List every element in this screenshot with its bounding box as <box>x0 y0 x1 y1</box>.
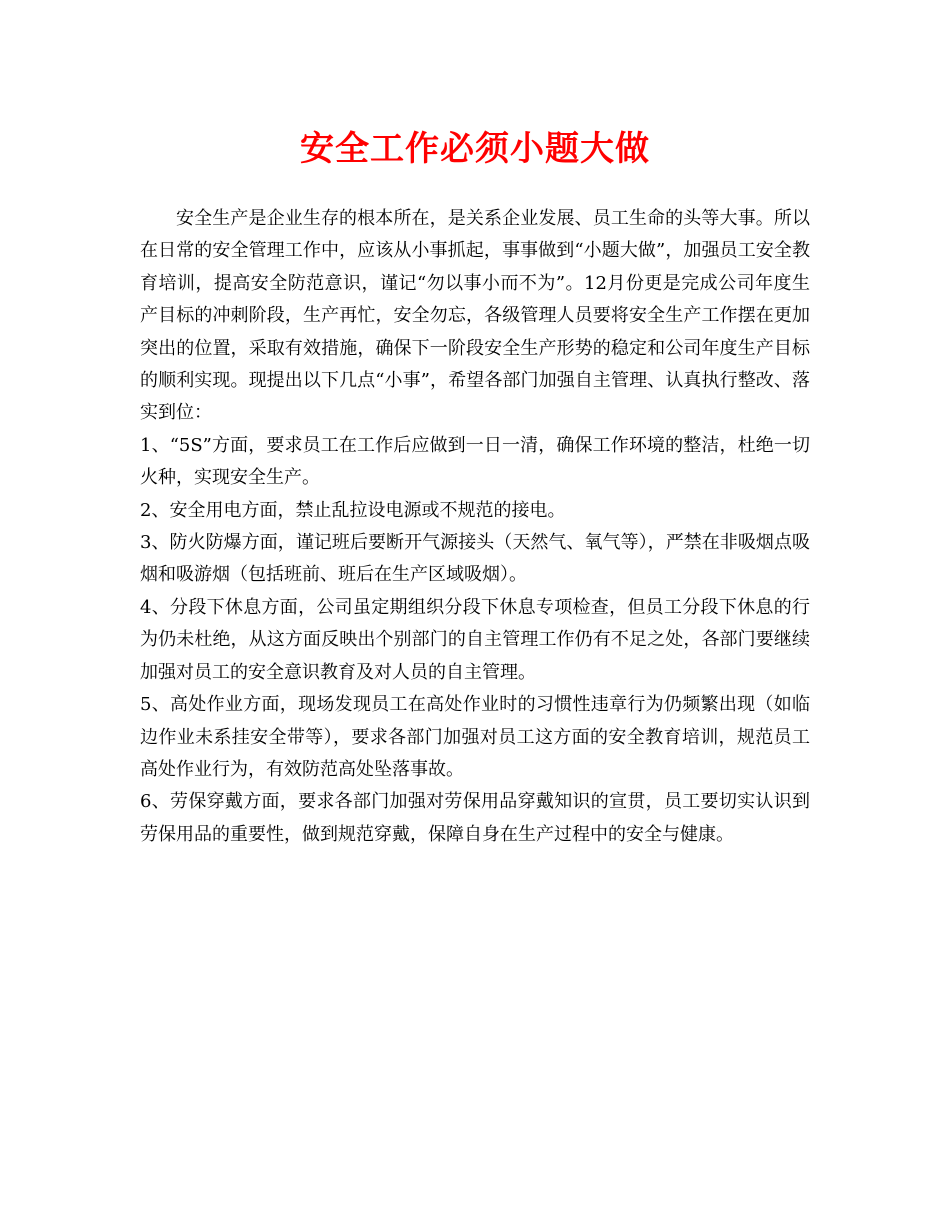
list-item-4: 4、分段下休息方面，公司虽定期组织分段下休息专项检查，但员工分段下休息的行为仍未杜绝，从这方面反映出个别部门的自主管理工作仍有不足之处，各部门要继续加强对员工的安全意识教育及对人员的自主管理。 <box>140 596 810 683</box>
list-item-2: 2、安全用电方面，禁止乱拉设电源或不规范的接电。 <box>140 499 566 521</box>
list-item-1: 1、“5S”方面，要求员工在工作后应做到一日一清，确保工作环境的整洁，杜绝一切火种，实现安全生产。 <box>140 434 810 489</box>
list-item-6: 6、劳保穿戴方面，要求各部门加强对劳保用品穿戴知识的宣贯，员工要切实认识到劳保用品的重要性，做到规范穿戴，保障自身在生产过程中的安全与健康。 <box>140 791 810 845</box>
document-title: 安全工作必须小题大做 <box>300 129 650 169</box>
list-item-3: 3、防火防爆方面，谨记班后要断开气源接头（天然气、氧气等），严禁在非吸烟点吸烟和吸游烟（包括班前、班后在生产区域吸烟）。 <box>140 532 810 586</box>
intro-paragraph: 安全生产是企业生存的根本所在，是关系企业发展、员工生命的头等大事。所以在日常的安全管理工作中，应该从小事抓起，事事做到“小题大做”，加强员工安全教育培训，提高安全防范意识，谨记“勿以事小而不为”。12月份更是完成公司年度生产目标的冲刺阶段，生产再忙，安全勿忘，各级管理人员要将安全生产工作摆在更加突出的位置，采取有效措施，确保下一阶段安全生产形势的稳定和公司年度生产目标的顺利实现。现提出以下几点“小事”，希望各部门加强自主管理、认真执行整改、落实到位： <box>140 208 810 424</box>
list-item-5: 5、高处作业方面，现场发现员工在高处作业时的习惯性违章行为仍频繁出现（如临边作业未系挂安全带等），要求各部门加强对员工这方面的安全教育培训，规范员工高处作业行为，有效防范高处坠落事故。 <box>140 694 810 780</box>
document-body <box>140 203 810 851</box>
